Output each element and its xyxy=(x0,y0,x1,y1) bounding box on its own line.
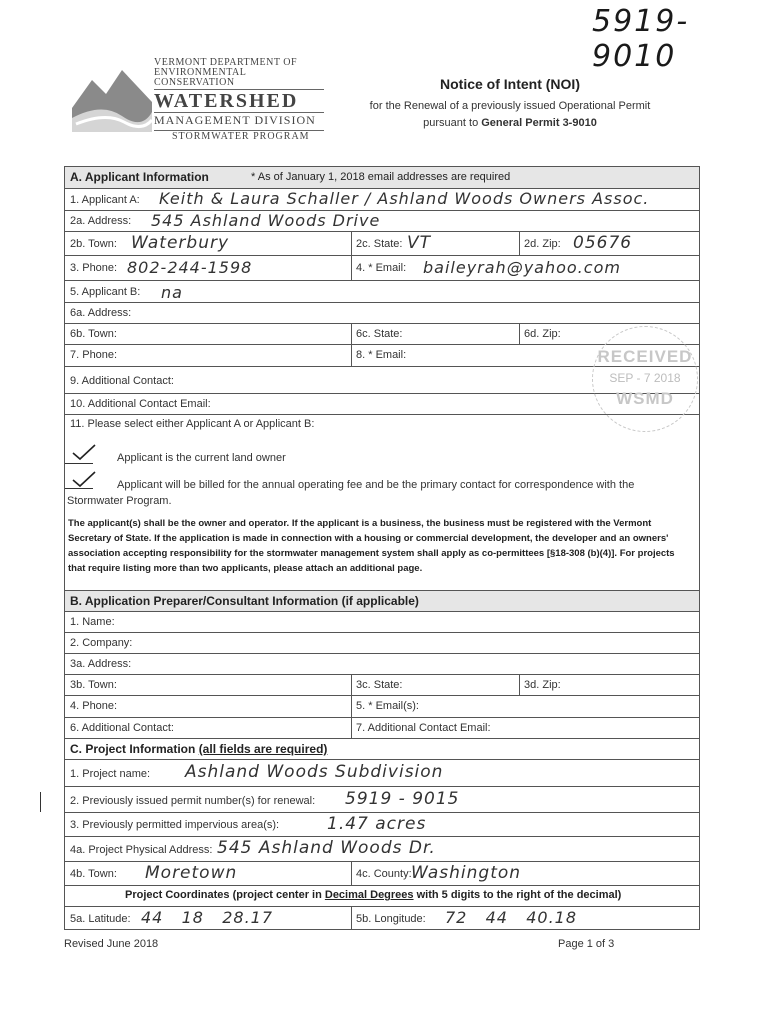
area-field[interactable]: 1.47 acres xyxy=(327,814,427,834)
b-address-row xyxy=(64,303,700,324)
received-stamp xyxy=(592,326,698,432)
b-phone-label: 7. Phone: xyxy=(70,349,118,361)
b-consultant-address-row xyxy=(64,654,700,675)
town-field[interactable]: Waterbury xyxy=(131,233,230,253)
applicant-b-label: 5. Applicant B: xyxy=(70,286,141,298)
phone-field[interactable]: 802-244-1598 xyxy=(127,258,253,277)
b-consultant-phone-row xyxy=(64,696,700,718)
applicant-selection-block xyxy=(64,415,700,591)
address-field[interactable]: 545 Ashland Woods Drive xyxy=(151,211,381,230)
applicant-paragraph: The applicant(s) shall be the owner and operator. If the applicant is a business, the business must be registered with the Vermont Secretary of State. If the application is made in connection with a housing or commercial development, the developer and an owners' association accepting responsibility for the stormwater management system shall apply as co-permittees [§18-308 (b)(4)]. For projects that require listing more than two applicants, please attach an additional page. xyxy=(68,518,675,574)
b-consultant-town-row xyxy=(64,675,700,696)
state-field[interactable]: VT xyxy=(407,233,432,253)
town-row xyxy=(64,232,700,256)
coords-units: Decimal Degrees xyxy=(324,889,414,901)
consultant-phone-label: 4. Phone: xyxy=(70,700,118,712)
b-company-row xyxy=(64,633,700,654)
county-field[interactable]: Washington xyxy=(411,863,522,883)
physical-address-label: 4a. Project Physical Address: xyxy=(70,844,213,856)
project-name-field[interactable]: Ashland Woods Subdivision xyxy=(185,762,444,782)
latitude-field[interactable]: 44 18 28.17 xyxy=(141,908,274,927)
area-label: 3. Previously permitted impervious area(s): xyxy=(70,819,280,831)
email-required-note: * As of January 1, 2018 email addresses are required xyxy=(251,171,511,183)
watershed-logo xyxy=(72,57,322,142)
permit-label: 2. Previously issued permit number(s) for renewal: xyxy=(70,795,316,807)
section-a-header xyxy=(64,166,700,189)
page-title: Notice of Intent (NOI) xyxy=(440,76,580,92)
phone-label: 3. Phone: xyxy=(70,262,118,274)
email-label: 4. * Email: xyxy=(356,262,407,274)
consultant-name-label: 1. Name: xyxy=(70,616,115,628)
handwritten-permit-number: 5919-9010 xyxy=(592,4,690,74)
coords-prefix: Project Coordinates (project center in xyxy=(125,889,325,901)
select-label: 11. Please select either Applicant A or Applicant B: xyxy=(70,418,315,430)
logo-division: MANAGEMENT DIVISION xyxy=(154,113,316,127)
phone-email-row xyxy=(64,256,700,281)
noi-form xyxy=(64,166,700,930)
additional-contact-label: 9. Additional Contact: xyxy=(70,375,174,387)
permit-row xyxy=(64,787,700,813)
stamp-org: WSMD xyxy=(616,389,674,408)
email-field[interactable]: baileyrah@yahoo.com xyxy=(423,258,621,277)
b-town-label: 6b. Town: xyxy=(70,328,117,340)
consultant-state-label: 3c. State: xyxy=(356,679,403,691)
revised-date: Revised June 2018 xyxy=(64,938,159,950)
stamp-received: RECEIVED xyxy=(597,347,693,366)
consultant-company-label: 2. Company: xyxy=(70,637,133,649)
state-label: 2c. State: xyxy=(356,238,403,250)
logo-dept: VERMONT DEPARTMENT OF xyxy=(154,57,298,68)
section-c-title xyxy=(70,742,327,756)
owner-option-label: Applicant is the current land owner xyxy=(117,452,286,464)
subtitle-line2 xyxy=(340,115,680,132)
section-b-header xyxy=(64,591,700,612)
checkmark-icon xyxy=(71,443,97,461)
subtitle-prefix: pursuant to xyxy=(423,117,482,129)
b-name-row xyxy=(64,612,700,633)
owner-checkbox[interactable] xyxy=(65,463,93,464)
address-label: 2a. Address: xyxy=(70,215,132,227)
physical-address-field[interactable]: 545 Ashland Woods Dr. xyxy=(217,838,436,858)
project-name-row xyxy=(64,760,700,787)
project-name-label: 1. Project name: xyxy=(70,768,151,780)
applicant-a-field[interactable]: Keith & Laura Schaller / Ashland Woods Owners Assoc. xyxy=(159,189,650,208)
town-county-row xyxy=(64,862,700,886)
section-c-title-required: (all fields are required) xyxy=(198,742,328,756)
permit-field[interactable]: 5919 - 9015 xyxy=(345,789,460,809)
billing-option-label: Applicant will be billed for the annual operating fee and be the primary contact for correspondence with the Stormwater Program. xyxy=(67,479,635,507)
section-b-title: B. Application Preparer/Consultant Information (if applicable) xyxy=(70,594,419,608)
project-town-label: 4b. Town: xyxy=(70,868,117,880)
section-c-header xyxy=(64,739,700,760)
longitude-label: 5b. Longitude: xyxy=(356,913,426,925)
longitude-field[interactable]: 72 44 40.18 xyxy=(445,908,578,927)
coordinates-header-row xyxy=(64,886,700,907)
consultant-email-label: 5. * Email(s): xyxy=(356,700,419,712)
address-row xyxy=(64,211,700,232)
zip-field[interactable]: 05676 xyxy=(573,233,633,253)
b-zip-label: 6d. Zip: xyxy=(524,328,561,340)
consultant-zip-label: 3d. Zip: xyxy=(524,679,561,691)
margin-mark xyxy=(40,792,41,812)
additional-email-label: 10. Additional Contact Email: xyxy=(70,398,211,410)
area-row xyxy=(64,813,700,837)
consultant-contact-email-label: 7. Additional Contact Email: xyxy=(356,722,491,734)
logo-env: ENVIRONMENTAL CONSERVATION xyxy=(154,67,246,88)
section-a-title: A. Applicant Information xyxy=(70,170,209,184)
b-email-label: 8. * Email: xyxy=(356,349,407,361)
applicant-a-row xyxy=(64,188,700,211)
applicant-b-row xyxy=(64,281,700,303)
applicant-b-field[interactable]: na xyxy=(161,283,183,302)
b-state-label: 6c. State: xyxy=(356,328,403,340)
stamp-date: SEP - 7 2018 xyxy=(609,371,681,385)
consultant-town-label: 3b. Town: xyxy=(70,679,117,691)
b-consultant-contact-row xyxy=(64,718,700,739)
b-town-row xyxy=(64,324,700,345)
zip-label: 2d. Zip: xyxy=(524,238,561,250)
county-label: 4c. County: xyxy=(356,868,412,880)
consultant-contact-label: 6. Additional Contact: xyxy=(70,722,174,734)
subtitle-permit: General Permit 3-9010 xyxy=(481,117,597,129)
physical-address-row xyxy=(64,837,700,862)
latitude-label: 5a. Latitude: xyxy=(70,913,131,925)
logo-program: STORMWATER PROGRAM xyxy=(154,130,324,142)
project-town-field[interactable]: Moretown xyxy=(145,863,238,883)
section-c-title-prefix: C. Project Information xyxy=(70,742,199,756)
coordinates-instructions xyxy=(125,889,621,901)
page-number: Page 1 of 3 xyxy=(558,938,615,950)
subtitle-line1: for the Renewal of a previously issued Operational Permit xyxy=(369,100,651,112)
page-subtitle xyxy=(340,98,680,132)
applicant-a-label: 1. Applicant A: xyxy=(70,194,140,206)
mountain-logo-icon xyxy=(72,58,152,136)
consultant-address-label: 3a. Address: xyxy=(70,658,132,670)
b-address-label: 6a. Address: xyxy=(70,307,132,319)
town-label: 2b. Town: xyxy=(70,238,117,250)
coords-suffix: with 5 digits to the right of the decimal) xyxy=(413,889,622,901)
lat-long-row xyxy=(64,907,700,930)
logo-watershed: WATERSHED xyxy=(154,89,324,113)
